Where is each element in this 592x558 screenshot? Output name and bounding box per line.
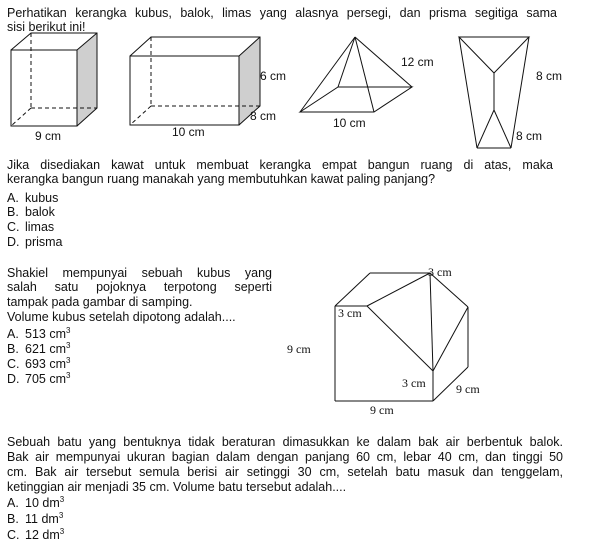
cube-height-label: 9 cm: [287, 342, 311, 356]
q3-option-b[interactable]: B. 11 $dm^3$: [7, 510, 64, 526]
q3-line3: cm. Bak air tersebut semula berisi air setinggi 30 cm, setelah batu masuk dan tenggelam,: [7, 465, 563, 479]
q3-option-a[interactable]: A. 10 $dm^3$: [7, 494, 65, 510]
cut-top-label: 3 cm: [428, 265, 452, 279]
q1-intro-line2: sisi berikut ini!: [7, 20, 86, 34]
q2-line3: tampak pada gambar di samping.: [7, 295, 193, 309]
cut-front-label: 3 cm: [402, 376, 426, 390]
cuboid-length-label: 10 cm: [172, 125, 205, 139]
cuboid-depth-label: 8 cm: [250, 109, 277, 123]
cube-depth-label: 9 cm: [456, 382, 480, 396]
prism-height-label: 8 cm: [536, 69, 563, 83]
pyramid-base-label: 10 cm: [333, 116, 366, 130]
cube-bottom-label: 9 cm: [370, 403, 394, 417]
cuboid-figure: [130, 37, 260, 125]
q2-option-d[interactable]: D. 705 $cm^3$: [7, 370, 71, 386]
cut-left-label: 3 cm: [338, 306, 362, 320]
q3-line1: Sebuah batu yang bentuknya tidak beraturan dimasukkan ke dalam bak air berbentuk balok.: [7, 435, 563, 449]
q1-option-c[interactable]: C. limas: [7, 220, 55, 234]
q2-line1: Shakiel mempunyai sebuah kubus yang: [7, 266, 272, 280]
q1-option-b[interactable]: B. balok: [7, 205, 55, 219]
q1-intro-line1: Perhatikan kerangka kubus, balok, limas yang alasnya persegi, dan prisma segitiga sama: [7, 6, 557, 20]
cuboid-height-label: 6 cm: [260, 69, 287, 83]
pyramid-figure: [300, 37, 412, 112]
pyramid-height-label: 12 cm: [401, 55, 434, 69]
q2-line2: salah satu pojoknya terpotong seperti: [7, 280, 272, 294]
q3-line2: Bak air mempunyai ukuran bagian dalam dengan panjang 60 cm, lebar 40 cm, dan tinggi 50: [7, 450, 563, 464]
q1-option-d[interactable]: D. prisma: [7, 235, 63, 249]
q1-question-line2: kerangka bangun ruang manakah yang membutuhkan kawat paling panjang?: [7, 172, 436, 186]
q1-option-a[interactable]: A. kubus: [7, 191, 59, 205]
q1-question-line1: Jika disediakan kawat untuk membuat kerangka empat bangun ruang di atas, maka: [7, 158, 553, 172]
q2-option-c[interactable]: C. 693 $cm^3$: [7, 355, 71, 371]
q3-option-c[interactable]: C. 12 $dm^3$: [7, 526, 65, 542]
cube-figure: [11, 33, 97, 126]
q2-option-a[interactable]: A. 513 $cm^3$: [7, 325, 71, 341]
q2-line4: Volume kubus setelah dipotong adalah....: [7, 310, 236, 324]
prism-base-label: 8 cm: [516, 129, 543, 143]
q3-line4: ketinggian air menjadi 35 cm. Volume batu tersebut adalah....: [7, 480, 347, 494]
q2-option-b[interactable]: B. 621 $cm^3$: [7, 340, 71, 356]
cube-side-label: 9 cm: [35, 129, 62, 143]
